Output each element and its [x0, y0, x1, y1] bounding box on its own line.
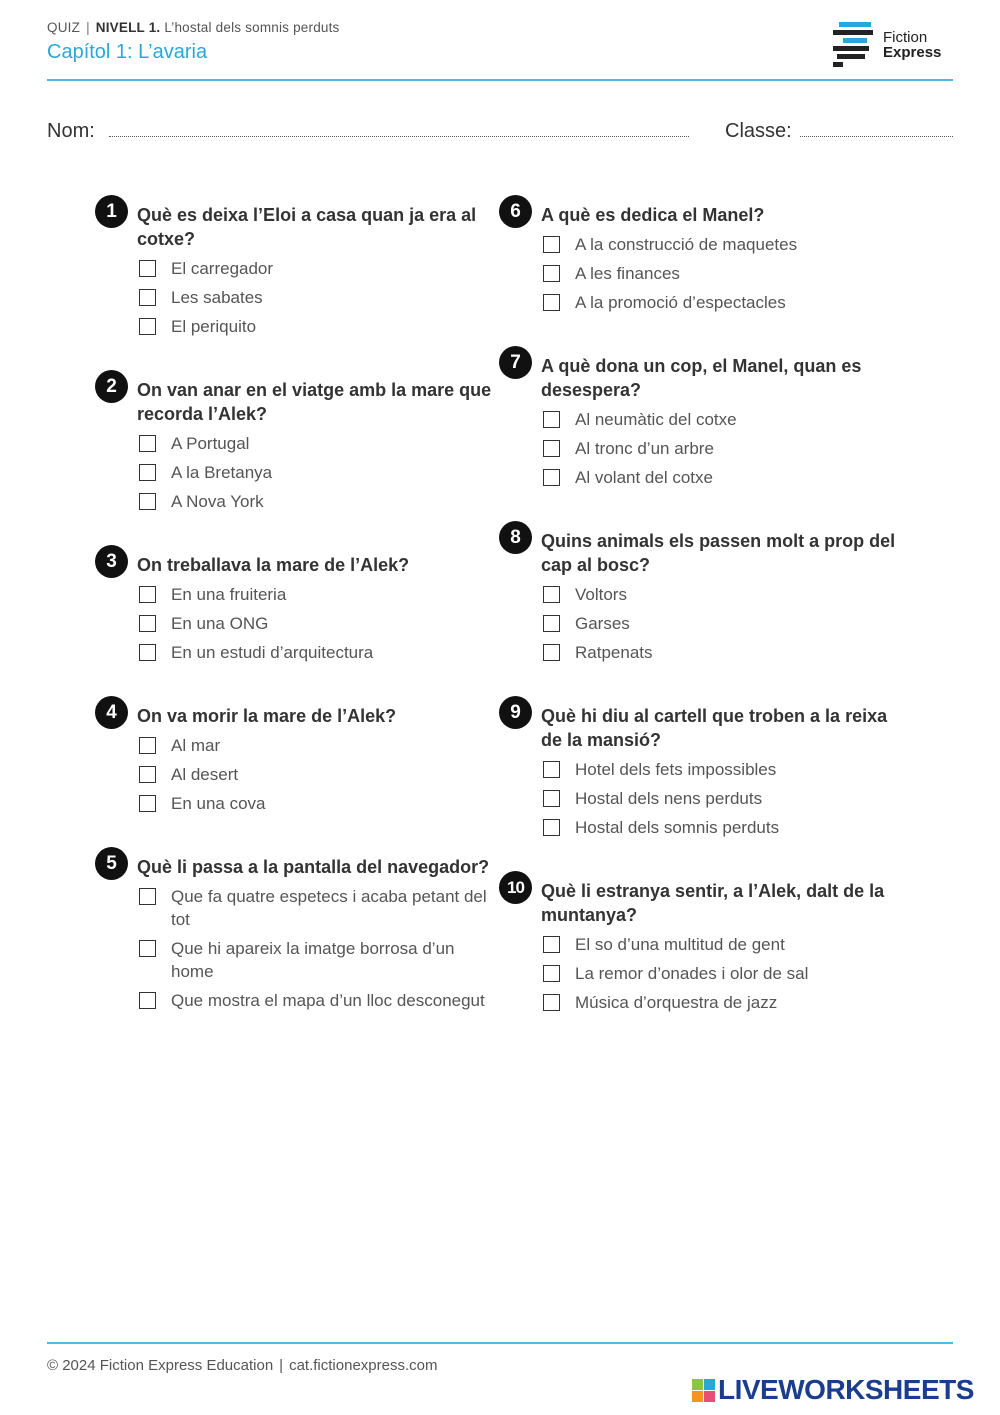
footer-separator: |: [279, 1357, 284, 1374]
option-label: Hotel dels fets impossibles: [575, 760, 777, 779]
logo-bars-icon: [833, 20, 875, 70]
book-title: L’hostal dels somnis perduts: [164, 20, 340, 35]
question-7: [499, 346, 909, 489]
page-header: [47, 20, 953, 64]
question-text: A què dona un cop, el Manel, quan es desespera?: [541, 356, 862, 400]
answer-option[interactable]: [541, 408, 909, 431]
option-label: A Portugal: [171, 434, 250, 453]
option-label: A Nova York: [171, 492, 264, 511]
checkbox[interactable]: [139, 940, 156, 957]
question-number: 6: [499, 195, 532, 228]
answer-option[interactable]: [541, 758, 909, 781]
option-label: El periquito: [171, 317, 257, 336]
answer-option[interactable]: [137, 612, 495, 635]
class-label: Classe:: [725, 120, 792, 142]
option-label: Que mostra el mapa d’un lloc desconegut: [171, 991, 485, 1010]
checkbox[interactable]: [543, 265, 560, 282]
footer-text: [47, 1357, 437, 1374]
questions-left-column: [95, 195, 495, 1012]
option-label: El carregador: [171, 259, 274, 278]
checkbox[interactable]: [543, 411, 560, 428]
checkbox[interactable]: [139, 737, 156, 754]
quiz-label: QUIZ: [47, 20, 81, 35]
checkbox[interactable]: [543, 994, 560, 1011]
question-10: [499, 871, 909, 1014]
question-1: [95, 195, 495, 338]
question-text: On va morir la mare de l’Alek?: [137, 706, 397, 726]
option-label: En una fruiteria: [171, 585, 287, 604]
answer-option[interactable]: [137, 641, 495, 664]
question-text: On van anar en el viatge amb la mare que recorda l’Alek?: [137, 380, 492, 424]
checkbox[interactable]: [139, 992, 156, 1009]
option-label: Ratpenats: [575, 643, 653, 662]
checkbox[interactable]: [139, 644, 156, 661]
checkbox[interactable]: [543, 936, 560, 953]
option-label: A la promoció d’espectacles: [575, 293, 786, 312]
question-number: 1: [95, 195, 128, 228]
answer-option[interactable]: [137, 937, 495, 983]
option-label: A la construcció de maquetes: [575, 235, 798, 254]
checkbox[interactable]: [543, 236, 560, 253]
option-label: Hostal dels somnis perduts: [575, 818, 780, 837]
chapter-title: Capítol 1: L’avaria: [47, 41, 208, 63]
question-text: Què es deixa l’Eloi a casa quan ja era al cotxe?: [137, 205, 477, 249]
answer-option[interactable]: [541, 962, 909, 985]
checkbox[interactable]: [139, 795, 156, 812]
answer-option[interactable]: [541, 933, 909, 956]
answer-option[interactable]: [541, 291, 909, 314]
name-field[interactable]: [109, 136, 689, 137]
option-label: Voltors: [575, 585, 627, 604]
answer-option[interactable]: [541, 262, 909, 285]
answer-option[interactable]: [137, 583, 495, 606]
option-label: Al neumàtic del cotxe: [575, 410, 737, 429]
option-label: A la Bretanya: [171, 463, 273, 482]
logo-text: [883, 30, 941, 60]
answer-option[interactable]: [137, 734, 495, 757]
checkbox[interactable]: [543, 644, 560, 661]
checkbox[interactable]: [543, 294, 560, 311]
logo-line-1: Fiction: [883, 29, 928, 46]
class-field[interactable]: [800, 136, 953, 137]
question-5: [95, 847, 495, 1012]
questions-right-column: [499, 195, 909, 1014]
question-number: 5: [95, 847, 128, 880]
copyright: © 2024 Fiction Express Education: [47, 1357, 274, 1374]
answer-option[interactable]: [137, 792, 495, 815]
question-number: 10: [499, 871, 532, 904]
option-label: Garses: [575, 614, 630, 633]
option-label: La remor d’onades i olor de sal: [575, 964, 809, 983]
option-label: Al tronc d’un arbre: [575, 439, 714, 458]
checkbox[interactable]: [543, 965, 560, 982]
answer-option[interactable]: [541, 612, 909, 635]
logo-line-2: Express: [883, 44, 942, 61]
website-link[interactable]: cat.fictionexpress.com: [289, 1357, 438, 1374]
question-number: 4: [95, 696, 128, 729]
checkbox[interactable]: [543, 440, 560, 457]
answer-option[interactable]: [137, 763, 495, 786]
question-2: [95, 370, 495, 513]
option-label: Música d’orquestra de jazz: [575, 993, 778, 1012]
checkbox[interactable]: [139, 586, 156, 603]
question-number: 2: [95, 370, 128, 403]
fiction-express-logo: [833, 20, 953, 70]
question-text: Què li passa a la pantalla del navegador?: [137, 857, 490, 877]
question-4: [95, 696, 495, 815]
answer-option[interactable]: [541, 437, 909, 460]
answer-option[interactable]: [137, 885, 495, 931]
option-label: Hostal dels nens perduts: [575, 789, 763, 808]
question-3: [95, 545, 495, 664]
checkbox[interactable]: [543, 586, 560, 603]
liveworksheets-icon: [692, 1379, 716, 1403]
answer-option[interactable]: [137, 461, 495, 484]
question-number: 3: [95, 545, 128, 578]
option-label: Al mar: [171, 736, 221, 755]
name-label: Nom:: [47, 120, 95, 142]
checkbox[interactable]: [139, 766, 156, 783]
checkbox[interactable]: [543, 790, 560, 807]
question-number: 8: [499, 521, 532, 554]
answer-option[interactable]: [541, 816, 909, 839]
answer-option[interactable]: [541, 233, 909, 256]
answer-option[interactable]: [541, 991, 909, 1014]
answer-option[interactable]: [137, 257, 495, 280]
checkbox[interactable]: [139, 493, 156, 510]
answer-option[interactable]: [137, 286, 495, 309]
option-label: Al desert: [171, 765, 239, 784]
liveworksheets-brand: LIVEWORKSHEETS: [718, 1374, 974, 1405]
checkbox[interactable]: [543, 615, 560, 632]
answer-option[interactable]: [541, 787, 909, 810]
header-separator: |: [86, 20, 90, 35]
option-label: Al volant del cotxe: [575, 468, 713, 487]
option-label: Que hi apareix la imatge borrosa d’un home: [171, 939, 455, 981]
question-text: On treballava la mare de l’Alek?: [137, 555, 410, 575]
checkbox[interactable]: [139, 888, 156, 905]
question-number: 7: [499, 346, 532, 379]
answer-option[interactable]: [137, 490, 495, 513]
checkbox[interactable]: [139, 435, 156, 452]
answer-option[interactable]: [137, 432, 495, 455]
checkbox[interactable]: [139, 260, 156, 277]
question-9: [499, 696, 909, 839]
option-label: A les finances: [575, 264, 680, 283]
answer-option[interactable]: [137, 315, 495, 338]
checkbox[interactable]: [139, 464, 156, 481]
footer-divider: [47, 1342, 953, 1344]
option-label: El so d’una multitud de gent: [575, 935, 785, 954]
option-label: En un estudi d’arquitectura: [171, 643, 374, 662]
checkbox[interactable]: [543, 761, 560, 778]
header-divider: [47, 79, 953, 81]
checkbox[interactable]: [543, 469, 560, 486]
question-number: 9: [499, 696, 532, 729]
answer-option[interactable]: [137, 989, 495, 1012]
question-text: A què es dedica el Manel?: [541, 205, 765, 225]
option-label: Que fa quatre espetecs i acaba petant del tot: [171, 887, 487, 929]
checkbox[interactable]: [543, 819, 560, 836]
option-label: En una ONG: [171, 614, 269, 633]
question-text: Quins animals els passen molt a prop del cap al bosc?: [541, 531, 896, 575]
answer-option[interactable]: [541, 641, 909, 664]
checkbox[interactable]: [139, 318, 156, 335]
question-8: [499, 521, 909, 664]
level-label: NIVELL 1.: [95, 20, 161, 35]
checkbox[interactable]: [139, 289, 156, 306]
answer-option[interactable]: [541, 583, 909, 606]
checkbox[interactable]: [139, 615, 156, 632]
question-text: Què li estranya sentir, a l’Alek, dalt de la muntanya?: [541, 881, 885, 925]
question-6: [499, 195, 909, 314]
option-label: En una cova: [171, 794, 266, 813]
question-text: Què hi diu al cartell que troben a la reixa de la mansió?: [541, 706, 888, 750]
answer-option[interactable]: [541, 466, 909, 489]
option-label: Les sabates: [171, 288, 263, 307]
header-breadcrumb: [47, 20, 953, 35]
